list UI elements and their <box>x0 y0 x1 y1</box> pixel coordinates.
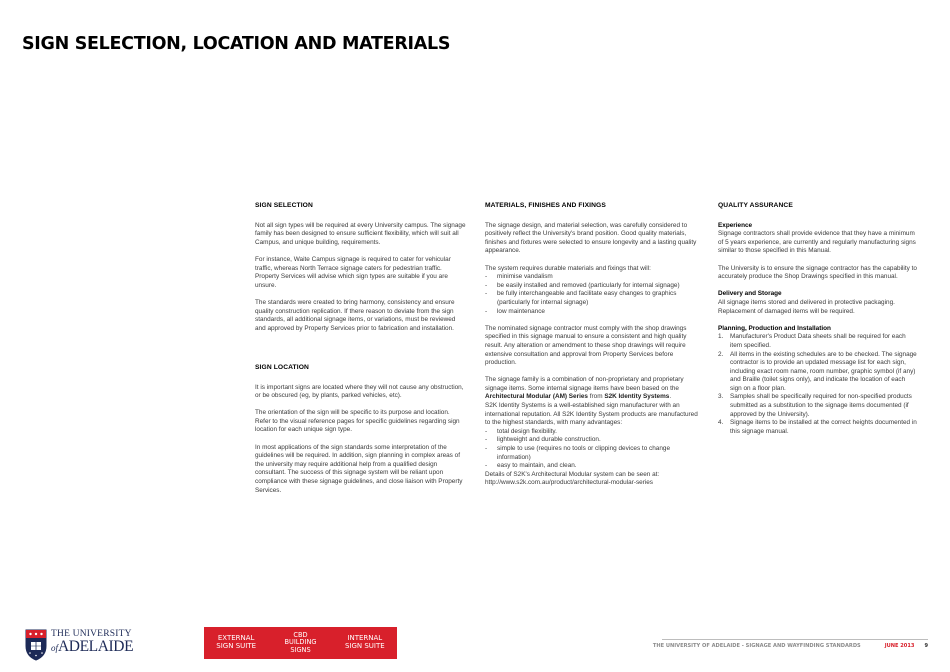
list-item: - be easily installed and removed (particularly for internal signage) <box>485 281 680 289</box>
paragraph: S2K Identity Systems is a well-established sign manufacturer with an international reputation. All S2K Identity System products are manufactured to the highest standards, with many advantages: <box>485 402 698 427</box>
list-item: - low maintenance <box>485 307 545 315</box>
list-intro: The system requires durable materials and fixings that will: <box>485 264 651 272</box>
paragraph: Signage contractors shall provide evidence that they have a minimum of 5 years experience, are currently and regularly manufacturing signs similar to those specified in this Manual. <box>718 230 916 255</box>
list-item: - simple to use (requires no tools or clipping devices to change information) <box>485 445 670 461</box>
paragraph: The orientation of the sign will be specific to its purpose and location. Refer to the visual reference pages for specific guidelines regarding sign location for each unique sign type. <box>255 409 460 434</box>
advantages-list <box>485 428 703 471</box>
list-item: - easy to maintain, and clean. <box>485 462 577 470</box>
footer-org-text: THE UNIVERSITY OF ADELAIDE - SIGNAGE AND WAYFINDING STANDARDS <box>652 643 861 649</box>
column-materials-finishes <box>485 202 703 497</box>
tab-external-sign-suite[interactable]: EXTERNAL SIGN SUITE <box>216 634 257 650</box>
requirements-list <box>485 273 703 316</box>
crest-icon <box>24 628 48 662</box>
section-heading-sign-location: SIGN LOCATION <box>255 363 309 371</box>
tab-cbd-building-signs[interactable]: CBD BUILDING SIGNS <box>284 630 317 654</box>
planning-list <box>718 333 918 436</box>
footer-info <box>652 643 928 649</box>
paragraph: The signage family is a combination of non-proprietary and proprietary signage items. Some internal signage items have been based on the Architectural Modular (AM) Series from S2K Identity Systems. <box>485 376 684 401</box>
subheading-planning: Planning, Production and Installation <box>718 324 831 332</box>
page-title: SIGN SELECTION, LOCATION AND MATERIALS <box>22 34 451 54</box>
s2k-url-link[interactable]: http://www.s2k.com.au/product/architectural-modular-series <box>485 479 653 487</box>
footer-divider <box>662 639 928 640</box>
subheading-experience: Experience <box>718 221 753 229</box>
list-item: 3. Samples shall be specifically required for non-specified products submitted as a substitution to the signage items documented (if approved by the University). <box>718 393 912 418</box>
paragraph: The standards were created to bring harmony, consistency and ensure quality construction replication. If there reason to deviate from the sign standards, all additional signage items, or variations, must be reviewed and approved by Property Services prior to fabrication and installation. <box>255 298 456 332</box>
footer-date: JUNE 2013 <box>884 643 915 649</box>
list-item: - lightweight and durable construction. <box>485 436 601 444</box>
subheading-delivery: Delivery and Storage <box>718 290 782 298</box>
page-number: 9 <box>924 643 928 649</box>
column-sign-selection-location <box>255 202 467 504</box>
list-item: - total design flexibility. <box>485 427 557 435</box>
section-heading-sign-selection: SIGN SELECTION <box>255 202 313 209</box>
paragraph: The nominated signage contractor must comply with the shop drawings specified in this signage manual to ensure a consistent and high quality result. Any alteration or amendment to these shop drawings will require extensive consultation and approval from Property Services before production. <box>485 324 687 367</box>
logo-text-adelaide: ofADELAIDE <box>51 638 134 655</box>
list-item: - minimise vandalism <box>485 273 553 281</box>
list-item: 2. All items in the existing schedules are to be checked. The signage contractor is to provide an updated message list for each sign, including exact room name, room number, graphic symbol (if any) and Braille (toilet signs only), and indicate the location of each sign on a floor plan. <box>718 350 917 392</box>
list-item: 1. Manufacturer's Product Data sheets shall be required for each item specified. <box>718 333 906 349</box>
paragraph: It is important signs are located where they will not cause any obstruction, or be obscured (eg, by plants, parked vehicles, etc). <box>255 383 464 400</box>
list-item: - be fully interchangeable and facilitate easy changes to graphics (particularly for internal signage) <box>485 290 677 306</box>
paragraph: Details of S2K's Architectural Modular system can be seen at: <box>485 470 660 478</box>
paragraph: Not all sign types will be required at every University campus. The signage family has been designed to ensure sufficient flexibility, which will suit all Campus, and unique building, requirements. <box>255 221 466 246</box>
paragraph: The University is to ensure the signage contractor has the capability to accurately produce the Shop Drawings specified in this manual. <box>718 264 917 281</box>
paragraph: For instance, Waite Campus signage is required to cater for vehicular traffic, whereas North Terrace signage caters for pedestrian traffic. Property Services will advise which sign types are suitable if you are unsure. <box>255 255 451 289</box>
column-quality-assurance <box>718 202 918 445</box>
paragraph: The signage design, and material selection, was carefully considered to positively reflect the University's brand position. Good quality materials, finishes and fixtures were selected to ensure longevity and a lasting quality appearance. <box>485 221 697 255</box>
paragraph: All signage items stored and delivered in protective packaging. Replacement of damaged items will be required. <box>718 298 895 315</box>
section-heading-materials: MATERIALS, FINISHES AND FIXINGS <box>485 202 606 209</box>
logo-text-university: THE UNIVERSITY <box>51 629 132 639</box>
section-heading-quality-assurance: QUALITY ASSURANCE <box>718 202 793 209</box>
list-item: 4. Signage items to be installed at the correct heights documented in this signage manual. <box>718 419 917 435</box>
paragraph: In most applications of the sign standards some interpretation of the guidelines will be required. In addition, sign planning in complex areas of the university may require additional help from a qualified design consultant. The success of this signage system will be reliant upon compliance with these signage guidelines, and close liaison with Property Services. <box>255 443 463 494</box>
section-nav-tabs <box>204 627 397 659</box>
tab-internal-sign-suite[interactable]: INTERNAL SIGN SUITE <box>344 634 385 650</box>
university-logo[interactable] <box>24 628 144 664</box>
